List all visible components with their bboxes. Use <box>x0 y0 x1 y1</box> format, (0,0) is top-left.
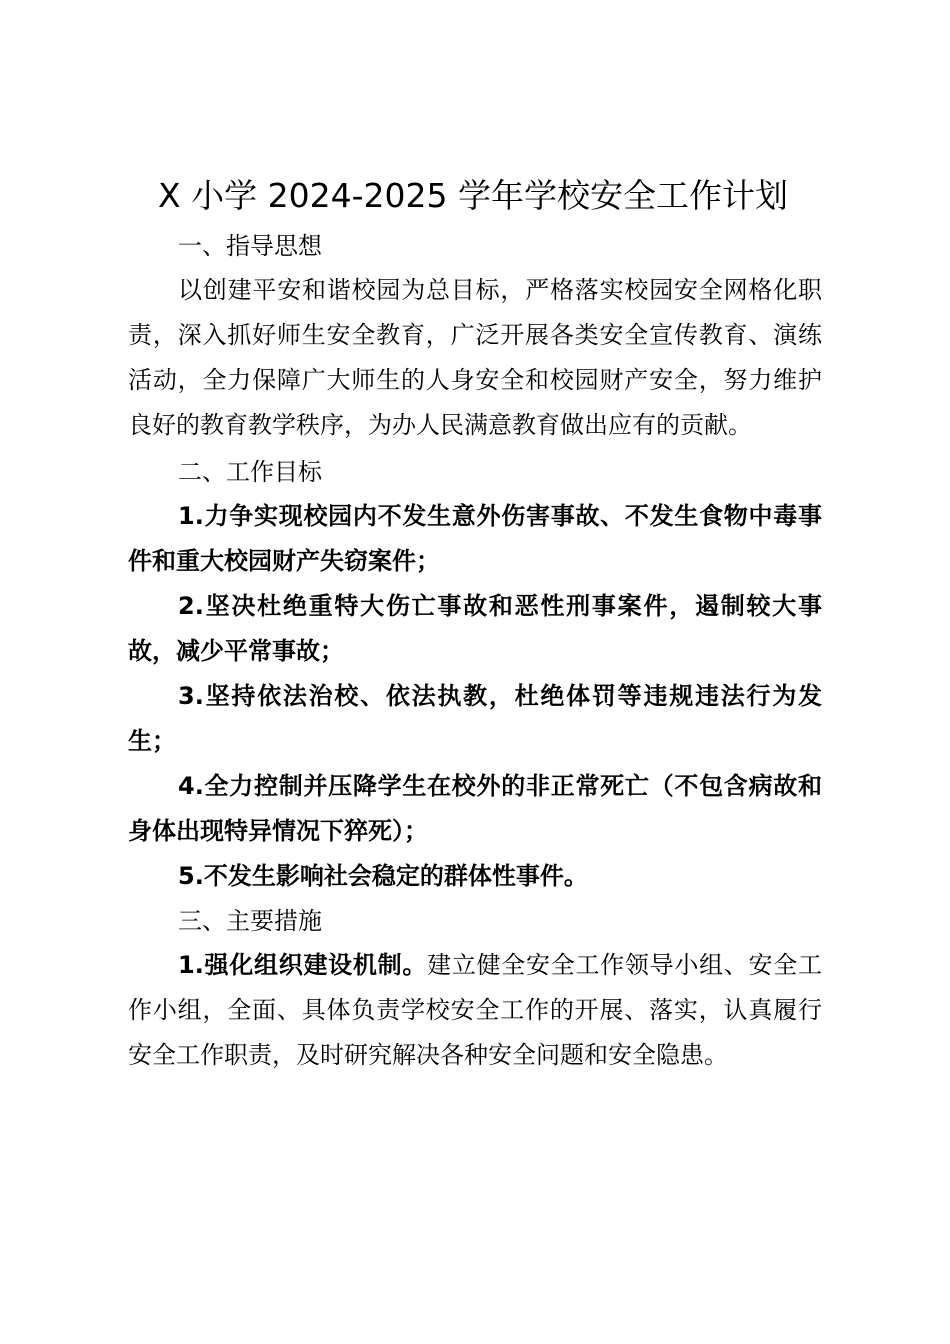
goal-item: 2.坚决杜绝重特大伤亡事故和恶性刑事案件，遏制较大事故，减少平常事故； <box>128 592 822 665</box>
measure-lead: 1.强化组织建设机制。 <box>178 951 428 979</box>
goal-item: 3.坚持依法治校、依法执教，杜绝体罚等违规违法行为发生； <box>128 682 822 755</box>
goal-item: 1.力争实现校园内不发生意外伤害事故、不发生食物中毒事件和重大校园财产失窃案件； <box>128 502 822 575</box>
goal-item: 5.不发生影响社会稳定的群体性事件。 <box>178 862 588 890</box>
document-title: X 小学 2024-2025 学年学校安全工作计划 <box>158 176 788 215</box>
section-heading-main-measures: 三、主要措施 <box>178 907 322 935</box>
section-heading-work-goals: 二、工作目标 <box>178 458 322 486</box>
measure-body: 建立健全安全工作领导小组、安全工作小组，全面、具体负责学校安全工作的开展、落实，认真履行安全工作职责，及时研究解决各种安全问题和安全隐患。 <box>128 951 822 1069</box>
section-heading-guiding-ideology: 一、指导思想 <box>178 232 322 260</box>
document-page <box>128 168 822 1078</box>
measure-paragraph <box>128 943 822 1078</box>
guiding-ideology-paragraph: 以创建平安和谐校园为总目标，严格落实校园安全网格化职责，深入抓好师生安全教育，广泛开展各类安全宣传教育、演练活动，全力保障广大师生的人身安全和校园财产安全，努力维护良好的教育教学秩序，为办人民满意教育做出应有的贡献。 <box>128 276 822 439</box>
goal-item: 4.全力控制并压降学生在校外的非正常死亡（不包含病故和身体出现特异情况下猝死）； <box>128 772 822 845</box>
